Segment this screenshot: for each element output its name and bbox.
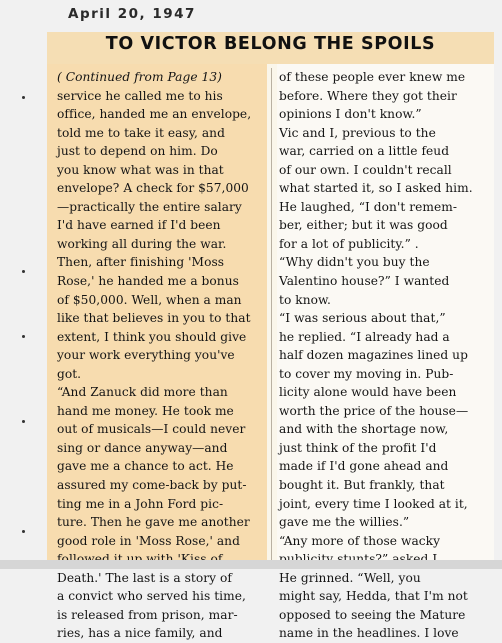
text-line: ries, has a nice family, and: [57, 626, 223, 641]
text-line: ting me in a John Ford pic-: [57, 496, 224, 511]
text-line: of our own. I couldn't recall: [279, 162, 452, 177]
right-column-text: [279, 68, 473, 643]
text-line: “I was serious about that,”: [279, 311, 446, 326]
text-line: service he called me to his: [57, 88, 223, 103]
margin-mark: [22, 270, 25, 273]
text-line: is released from prison, mar-: [57, 607, 238, 622]
page-edge: [0, 560, 502, 569]
text-line: Rose,' he handed me a bonus: [57, 274, 239, 289]
margin-mark: [22, 420, 25, 423]
text-line: office, handed me an envelope,: [57, 107, 252, 122]
text-line: worth the price of the house—: [279, 403, 469, 418]
column-divider: [271, 68, 272, 560]
text-line: your work everything you've: [57, 348, 235, 363]
text-line: assured my come-back by put-: [57, 478, 247, 493]
text-line: opposed to seeing the Mature: [279, 607, 466, 622]
text-line: Death.' The last is a story of: [57, 570, 232, 585]
text-line: “Why didn't you buy the: [279, 255, 430, 270]
text-line: just think of the profit I'd: [279, 440, 437, 455]
text-line: He laughed, “I don't remem-: [279, 199, 458, 214]
text-line: bought it. But frankly, that: [279, 478, 445, 493]
text-line: Then, after finishing 'Moss: [57, 255, 225, 270]
margin-mark: [22, 530, 25, 533]
text-line: you know what was in that: [57, 162, 224, 177]
text-line: just to depend on him. Do: [57, 144, 218, 159]
article-headline: TO VICTOR BELONG THE SPOILS: [105, 34, 436, 54]
text-line: opinions I don't know.”: [279, 107, 422, 122]
text-line: ber, either; but it was good: [279, 218, 448, 233]
text-line: name in the headlines. I love: [279, 626, 459, 641]
headline-band: [47, 32, 494, 64]
right-column: [277, 64, 494, 641]
text-line: war, carried on a little feud: [279, 144, 450, 159]
text-line: a convict who served his time,: [57, 589, 246, 604]
margin-mark: [22, 335, 25, 338]
text-line: gave me the willies.”: [279, 515, 410, 530]
text-line: made if I'd gone ahead and: [279, 459, 449, 474]
publication-date: April 20, 1947: [68, 6, 196, 22]
text-line: sing or dance anyway—and: [57, 440, 228, 455]
text-line: of $50,000. Well, when a man: [57, 292, 242, 307]
text-line: might say, Hedda, that I'm not: [279, 589, 468, 604]
text-line: “And Zanuck did more than: [57, 385, 228, 400]
text-line: out of musicals—I could never: [57, 422, 246, 437]
text-line: got.: [57, 366, 82, 381]
text-line: and with the shortage now,: [279, 422, 449, 437]
text-line: he replied. “I already had a: [279, 329, 450, 344]
text-line: “Any more of those wacky: [279, 533, 441, 548]
text-line: Valentino house?” I wanted: [279, 274, 450, 289]
text-line: —practically the entire salary: [57, 199, 242, 214]
text-line: ture. Then he gave me another: [57, 515, 250, 530]
text-line: I'd have earned if I'd been: [57, 218, 221, 233]
text-line: envelope? A check for $57,000: [57, 181, 249, 196]
left-column-text: [57, 68, 251, 643]
text-line: of these people ever knew me: [279, 70, 466, 84]
text-line: told me to take it easy, and: [57, 125, 225, 140]
text-line: what started it, so I asked him.: [279, 181, 473, 196]
text-line: licity alone would have been: [279, 385, 457, 400]
text-line: joint, every time I looked at it,: [279, 496, 468, 511]
text-line: working all during the war.: [57, 236, 227, 251]
margin-mark: [22, 96, 25, 99]
text-line: He grinned. “Well, you: [279, 570, 421, 585]
text-line: Vic and I, previous to the: [279, 125, 436, 140]
text-line: to cover my moving in. Pub-: [279, 366, 454, 381]
text-line: to know.: [279, 292, 331, 307]
newspaper-clipping: [47, 32, 494, 641]
left-column: [47, 64, 267, 641]
text-line: gave me a chance to act. He: [57, 459, 234, 474]
text-line: hand me money. He took me: [57, 403, 234, 418]
text-line: like that believes in you to that: [57, 311, 251, 326]
text-line: before. Where they got their: [279, 88, 457, 103]
text-line: ( Continued from Page 13): [57, 70, 222, 84]
text-line: good role in 'Moss Rose,' and: [57, 533, 240, 548]
text-line: extent, I think you should give: [57, 329, 247, 344]
text-line: half dozen magazines lined up: [279, 348, 468, 363]
text-line: for a lot of publicity.” .: [279, 236, 419, 251]
